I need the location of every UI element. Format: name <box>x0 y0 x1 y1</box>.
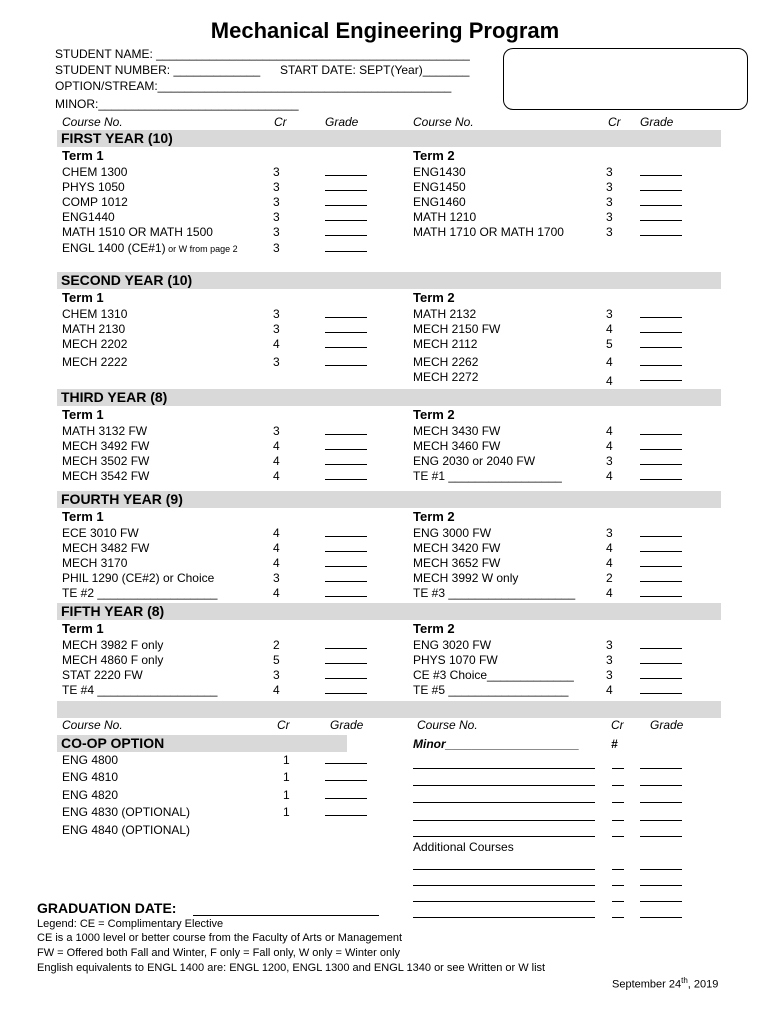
additional-course-blank[interactable] <box>413 917 595 918</box>
credit-value: 4 <box>606 586 613 600</box>
year-label: FOURTH YEAR (9) <box>61 491 183 507</box>
col-header-grade: Grade <box>325 115 359 129</box>
course-code: MATH 1210 <box>413 210 477 224</box>
grade-blank[interactable] <box>325 235 367 236</box>
course-code: MECH 3430 FW <box>413 424 501 438</box>
minor-course-blank[interactable] <box>413 836 595 837</box>
col-header-course: Course No. <box>62 718 123 732</box>
student-number-field[interactable]: STUDENT NUMBER: _____________ <box>55 63 261 77</box>
course-code: STAT 2220 FW <box>62 668 143 682</box>
course-code: CE #3 Choice_____________ <box>413 668 574 682</box>
credit-value: 3 <box>273 165 280 179</box>
grade-blank[interactable] <box>325 551 367 552</box>
course-note: or W from page 2 <box>165 244 238 254</box>
minor-credit-blank[interactable] <box>612 820 624 821</box>
col-header-cr: Cr <box>274 115 287 129</box>
term-2-label: Term 2 <box>413 509 455 524</box>
grade-blank[interactable] <box>325 205 367 206</box>
additional-course-blank[interactable] <box>413 885 595 886</box>
grade-blank[interactable] <box>325 190 367 191</box>
minor-hash: # <box>611 737 618 751</box>
grade-blank[interactable] <box>640 347 682 348</box>
course-code: MECH 4860 F only <box>62 653 164 667</box>
credit-value: 4 <box>273 586 280 600</box>
credit-value: 3 <box>606 526 613 540</box>
legend-line: CE is a 1000 level or better course from the Faculty of Arts or Management <box>37 932 403 944</box>
grade-blank[interactable] <box>325 693 367 694</box>
coop-course: ENG 4830 (OPTIONAL) <box>62 805 191 819</box>
credit-value: 4 <box>273 556 280 570</box>
term-2-label: Term 2 <box>413 290 455 305</box>
grade-blank[interactable] <box>640 175 682 176</box>
credit-value: 3 <box>273 210 280 224</box>
grade-blank[interactable] <box>325 449 367 450</box>
revision-date: September 24th, 2019 <box>612 976 719 991</box>
grade-blank[interactable] <box>640 869 682 870</box>
minor-course-blank[interactable] <box>413 802 595 803</box>
credit-value: 4 <box>606 556 613 570</box>
credit-value: 4 <box>606 424 613 438</box>
credit-value: 5 <box>606 337 613 351</box>
grade-blank[interactable] <box>640 449 682 450</box>
grade-blank[interactable] <box>640 836 682 837</box>
course-code: MECH 3502 FW <box>62 454 150 468</box>
grade-blank[interactable] <box>640 551 682 552</box>
course-code: MECH 2262 <box>413 355 479 369</box>
course-code: MECH 3170 <box>62 556 128 570</box>
date-suffix: th <box>681 976 688 985</box>
credit-value: 4 <box>273 469 280 483</box>
course-code: MATH 3132 FW <box>62 424 148 438</box>
course-code: ENG1450 <box>413 180 466 194</box>
minor-field[interactable]: MINOR:______________________________ <box>55 97 299 111</box>
grade-blank[interactable] <box>325 763 367 764</box>
course-code: ENG1440 <box>62 210 115 224</box>
course-code: ENG 3020 FW <box>413 638 492 652</box>
credit-value: 4 <box>606 469 613 483</box>
grade-blank[interactable] <box>640 901 682 902</box>
grade-blank[interactable] <box>325 317 367 318</box>
course-code: ENG1430 <box>413 165 466 179</box>
course-code: MECH 3542 FW <box>62 469 150 483</box>
term-2-label: Term 2 <box>413 621 455 636</box>
course-code: ENG1460 <box>413 195 466 209</box>
course-code: MATH 2132 <box>413 307 477 321</box>
credit-value: 3 <box>273 225 280 239</box>
grade-blank[interactable] <box>640 380 682 381</box>
col-header-course: Course No. <box>413 115 474 129</box>
credit-value: 4 <box>606 439 613 453</box>
minor-credit-blank[interactable] <box>612 802 624 803</box>
credit-value: 4 <box>606 355 613 369</box>
credit-value: 3 <box>273 322 280 336</box>
minor-course-blank[interactable] <box>413 785 595 786</box>
grade-blank[interactable] <box>325 581 367 582</box>
coop-band <box>57 735 347 752</box>
course-code: MECH 3652 FW <box>413 556 501 570</box>
credit-value: 4 <box>273 526 280 540</box>
year-band <box>57 491 721 508</box>
additional-credit-blank[interactable] <box>612 901 624 902</box>
course-code: ENG 2030 or 2040 FW <box>413 454 536 468</box>
grade-blank[interactable] <box>325 815 367 816</box>
grade-blank[interactable] <box>640 581 682 582</box>
grade-blank[interactable] <box>325 434 367 435</box>
grade-blank[interactable] <box>640 885 682 886</box>
grade-blank[interactable] <box>640 917 682 918</box>
course-code: PHYS 1070 FW <box>413 653 498 667</box>
course-code: MECH 3992 W only <box>413 571 519 585</box>
grade-blank[interactable] <box>640 566 682 567</box>
course-code: TE #1 _________________ <box>413 469 562 483</box>
grade-blank[interactable] <box>325 347 367 348</box>
credit-value: 1 <box>283 753 290 767</box>
course-code: ENGL 1400 (CE#1) or W from page 2 <box>62 241 238 255</box>
minor-course-blank[interactable] <box>413 820 595 821</box>
grade-blank[interactable] <box>325 566 367 567</box>
year-band <box>57 389 721 406</box>
grade-blank[interactable] <box>640 693 682 694</box>
credit-value: 3 <box>606 180 613 194</box>
grade-blank[interactable] <box>640 317 682 318</box>
course-code: MECH 3982 F only <box>62 638 164 652</box>
grade-blank[interactable] <box>640 802 682 803</box>
course-code: ECE 3010 FW <box>62 526 139 540</box>
term-1-label: Term 1 <box>62 621 104 636</box>
grade-blank[interactable] <box>325 678 367 679</box>
course-code: MATH 1710 OR MATH 1700 <box>413 225 564 239</box>
col-header-course: Course No. <box>417 718 478 732</box>
credit-value: 2 <box>273 638 280 652</box>
grade-blank[interactable] <box>640 479 682 480</box>
col-header-grade: Grade <box>650 718 684 732</box>
additional-course-blank[interactable] <box>413 901 595 902</box>
grade-blank[interactable] <box>325 596 367 597</box>
minor-course-blank[interactable] <box>413 768 595 769</box>
course-code: MECH 2150 FW <box>413 322 501 336</box>
term-2-label: Term 2 <box>413 407 455 422</box>
grade-blank[interactable] <box>640 365 682 366</box>
coop-label: CO-OP OPTION <box>61 735 165 751</box>
credit-value: 4 <box>273 454 280 468</box>
term-1-label: Term 1 <box>62 407 104 422</box>
credit-value: 4 <box>606 374 613 388</box>
credit-value: 3 <box>606 225 613 239</box>
year-label: FIFTH YEAR (8) <box>61 603 165 619</box>
course-code: TE #5 __________________ <box>413 683 569 697</box>
grade-blank[interactable] <box>325 536 367 537</box>
course-code: MECH 2222 <box>62 355 128 369</box>
graduation-date-blank[interactable] <box>193 915 379 916</box>
credit-value: 4 <box>273 683 280 697</box>
credit-value: 4 <box>273 541 280 555</box>
credit-value: 4 <box>606 322 613 336</box>
course-code: ENG 3000 FW <box>413 526 492 540</box>
grade-blank[interactable] <box>325 365 367 366</box>
course-code: MECH 3420 FW <box>413 541 501 555</box>
credit-value: 3 <box>273 424 280 438</box>
credit-value: 3 <box>606 210 613 224</box>
course-code: MECH 3492 FW <box>62 439 150 453</box>
col-header-cr: Cr <box>277 718 290 732</box>
credit-value: 3 <box>606 668 613 682</box>
additional-credit-blank[interactable] <box>612 869 624 870</box>
grade-blank[interactable] <box>640 205 682 206</box>
start-date-field[interactable]: START DATE: SEPT(Year)_______ <box>280 63 470 77</box>
col-header-grade: Grade <box>640 115 674 129</box>
credit-value: 3 <box>273 307 280 321</box>
col-header-course: Course No. <box>62 115 123 129</box>
course-code: MECH 3482 FW <box>62 541 150 555</box>
minor-credit-blank[interactable] <box>612 836 624 837</box>
year-band <box>57 130 721 147</box>
notes-box[interactable] <box>503 48 748 110</box>
course-code: CHEM 1310 <box>62 307 128 321</box>
credit-value: 3 <box>273 195 280 209</box>
credit-value: 5 <box>273 653 280 667</box>
course-code: TE #3 ___________________ <box>413 586 576 600</box>
grade-blank[interactable] <box>640 434 682 435</box>
legend-line: FW = Offered both Fall and Winter, F only = Fall only, W only = Winter only <box>37 947 401 959</box>
coop-course: ENG 4800 <box>62 753 119 767</box>
col-header-grade: Grade <box>330 718 364 732</box>
minor-label: Minor____________________ <box>413 737 580 751</box>
term-2-label: Term 2 <box>413 148 455 163</box>
coop-course: ENG 4840 (OPTIONAL) <box>62 823 191 837</box>
term-1-label: Term 1 <box>62 148 104 163</box>
coop-course: ENG 4820 <box>62 788 119 802</box>
credit-value: 3 <box>606 307 613 321</box>
grade-blank[interactable] <box>325 220 367 221</box>
minor-credit-blank[interactable] <box>612 785 624 786</box>
grade-blank[interactable] <box>640 190 682 191</box>
course-code: COMP 1012 <box>62 195 128 209</box>
credit-value: 3 <box>606 638 613 652</box>
course-code: CHEM 1300 <box>62 165 128 179</box>
additional-courses-label: Additional Courses <box>413 840 514 854</box>
page-title: Mechanical Engineering Program <box>210 18 560 43</box>
grade-blank[interactable] <box>640 536 682 537</box>
term-1-label: Term 1 <box>62 290 104 305</box>
credit-value: 1 <box>283 805 290 819</box>
term-1-label: Term 1 <box>62 509 104 524</box>
option-stream-field[interactable]: OPTION/STREAM:____________________________________________ <box>55 79 452 93</box>
additional-credit-blank[interactable] <box>612 917 624 918</box>
grade-blank[interactable] <box>325 780 367 781</box>
additional-course-blank[interactable] <box>413 869 595 870</box>
additional-credit-blank[interactable] <box>612 885 624 886</box>
grade-blank[interactable] <box>325 648 367 649</box>
course-code: MECH 2112 <box>413 337 478 351</box>
credit-value: 4 <box>606 683 613 697</box>
credit-value: 3 <box>606 195 613 209</box>
year-band <box>57 272 721 289</box>
student-name-field[interactable]: STUDENT NAME: _______________________________________________ <box>55 47 470 61</box>
credit-value: 3 <box>273 180 280 194</box>
grade-blank[interactable] <box>640 235 682 236</box>
credit-value: 3 <box>606 653 613 667</box>
year-band <box>57 603 721 620</box>
course-code: MECH 3460 FW <box>413 439 501 453</box>
year-label: THIRD YEAR (8) <box>61 389 168 405</box>
grade-blank[interactable] <box>640 785 682 786</box>
credit-value: 3 <box>273 355 280 369</box>
grade-blank[interactable] <box>640 663 682 664</box>
course-code: MATH 2130 <box>62 322 126 336</box>
grade-blank[interactable] <box>640 220 682 221</box>
legend-line: Legend: CE = Complimentary Elective <box>37 918 224 930</box>
credit-value: 3 <box>606 165 613 179</box>
course-code: PHIL 1290 (CE#2) or Choice <box>62 571 215 585</box>
course-code: TE #2 __________________ <box>62 586 218 600</box>
credit-value: 4 <box>273 439 280 453</box>
course-code: TE #4 __________________ <box>62 683 218 697</box>
grade-blank[interactable] <box>325 464 367 465</box>
grade-blank[interactable] <box>325 663 367 664</box>
coop-course: ENG 4810 <box>62 770 119 784</box>
grade-blank[interactable] <box>640 768 682 769</box>
grade-blank[interactable] <box>325 175 367 176</box>
col-header-cr: Cr <box>611 718 624 732</box>
minor-credit-blank[interactable] <box>612 768 624 769</box>
course-code: PHYS 1050 <box>62 180 125 194</box>
credit-value: 2 <box>606 571 613 585</box>
grade-blank[interactable] <box>640 820 682 821</box>
credit-value: 3 <box>273 571 280 585</box>
credit-value: 3 <box>606 454 613 468</box>
course-code: MECH 2272 <box>413 370 479 384</box>
grade-blank[interactable] <box>640 464 682 465</box>
course-code: MATH 1510 OR MATH 1500 <box>62 225 213 239</box>
credit-value: 4 <box>606 541 613 555</box>
credit-value: 1 <box>283 788 290 802</box>
grade-blank[interactable] <box>325 479 367 480</box>
date-year: , 2019 <box>687 978 719 991</box>
credit-value: 3 <box>273 668 280 682</box>
grade-blank[interactable] <box>640 332 682 333</box>
course-code: MECH 2202 <box>62 337 128 351</box>
grade-blank[interactable] <box>640 648 682 649</box>
year-label: FIRST YEAR (10) <box>61 130 173 146</box>
grade-blank[interactable] <box>325 798 367 799</box>
legend-line: English equivalents to ENGL 1400 are: ENGL 1200, ENGL 1300 and ENGL 1340 or see Written or W list <box>37 962 546 974</box>
grade-blank[interactable] <box>325 251 367 252</box>
grade-blank[interactable] <box>640 678 682 679</box>
credit-value: 1 <box>283 770 290 784</box>
credit-value: 3 <box>273 241 280 255</box>
grade-blank[interactable] <box>325 332 367 333</box>
grade-blank[interactable] <box>640 596 682 597</box>
section-divider-band <box>57 701 721 718</box>
graduation-label: GRADUATION DATE: <box>37 900 177 916</box>
credit-value: 4 <box>273 337 280 351</box>
col-header-cr: Cr <box>608 115 621 129</box>
year-label: SECOND YEAR (10) <box>61 272 193 288</box>
